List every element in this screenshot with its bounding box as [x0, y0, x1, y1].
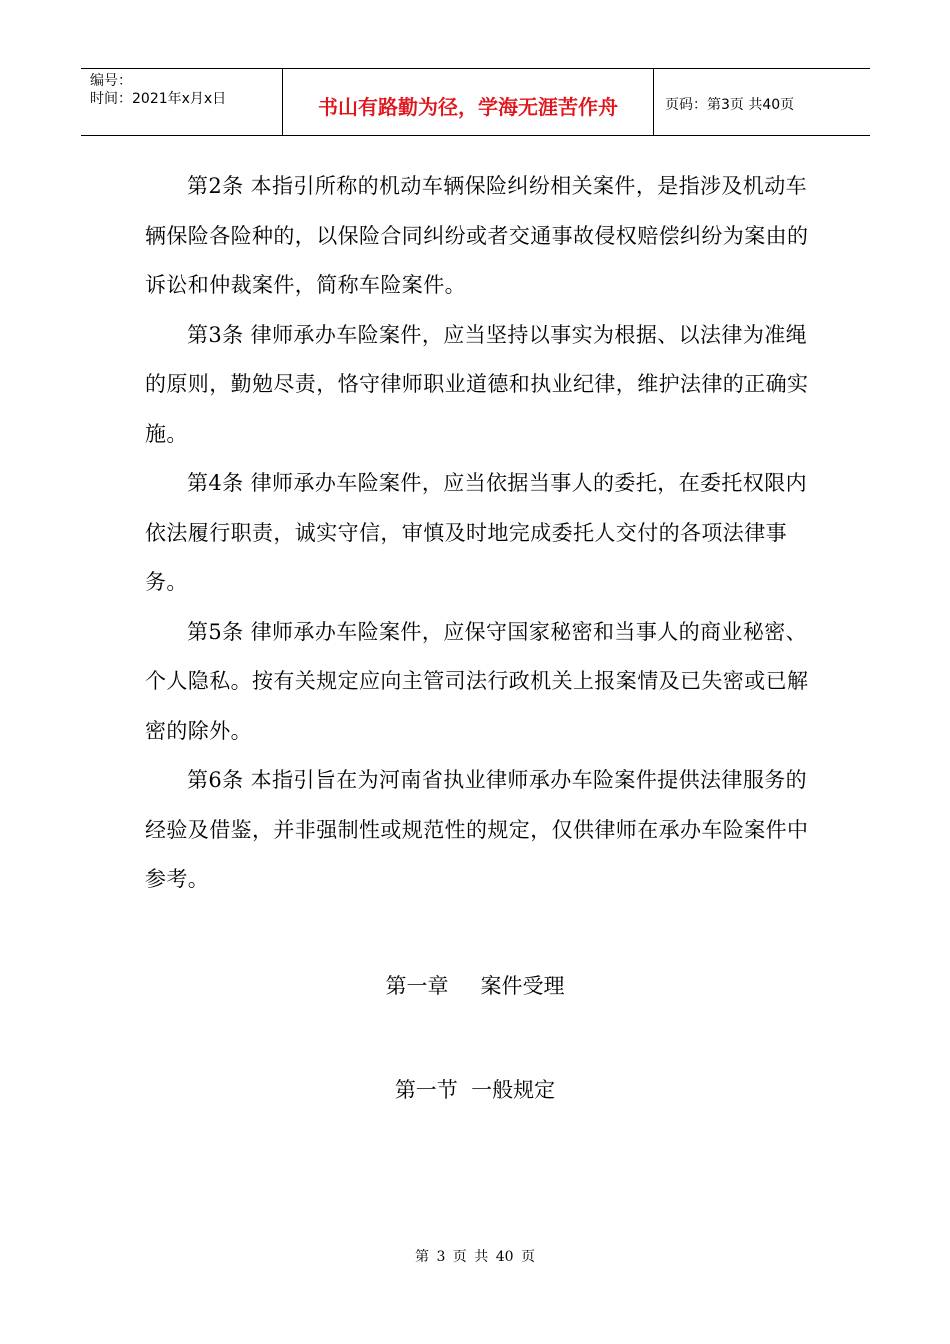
document-body	[145, 162, 810, 905]
chapter-heading	[0, 970, 950, 1000]
chapter-title: 案件受理	[480, 974, 565, 998]
article-4: 第4条 律师承办车险案件，应当依据当事人的委托，在委托权限内依法履行职责，诚实守信，审慎及时地完成委托人交付的各项法律事务。	[145, 471, 808, 594]
page-header	[81, 68, 870, 136]
header-meta	[81, 69, 282, 135]
article-6: 第6条 本指引旨在为河南省执业律师承办车险案件提供法律服务的经验及借鉴，并非强制性或规范性的规定，仅供律师在承办车险案件中参考。	[145, 768, 809, 891]
page-footer: 第 3 页 共 40 页	[415, 1249, 535, 1265]
header-number-label: 编号：	[90, 73, 132, 89]
header-motto: 书山有路勤为径，学海无涯苦作舟	[282, 69, 654, 135]
section-heading: 第一节 一般规定	[394, 1078, 556, 1102]
article-5: 第5条 律师承办车险案件，应保守国家秘密和当事人的商业秘密、个人隐私。按有关规定应向主管司法行政机关上报案情及已失密或已解密的除外。	[145, 619, 809, 743]
chapter-number: 第一章	[385, 974, 449, 998]
article-3: 第3条 律师承办车险案件，应当坚持以事实为根据、以法律为准绳的原则，勤勉尽责，恪守律师职业道德和执业纪律，维护法律的正确实施。	[145, 322, 809, 446]
header-time-label: 时间：2021年x月x日	[90, 91, 227, 107]
header-page-info: 页码：第3页 共40页	[665, 97, 795, 113]
article-2: 第2条 本指引所称的机动车辆保险纠纷相关案件，是指涉及机动车辆保险各险种的，以保险合同纠纷或者交通事故侵权赔偿纠纷为案由的诉讼和仲裁案件，简称车险案件。	[145, 174, 809, 297]
